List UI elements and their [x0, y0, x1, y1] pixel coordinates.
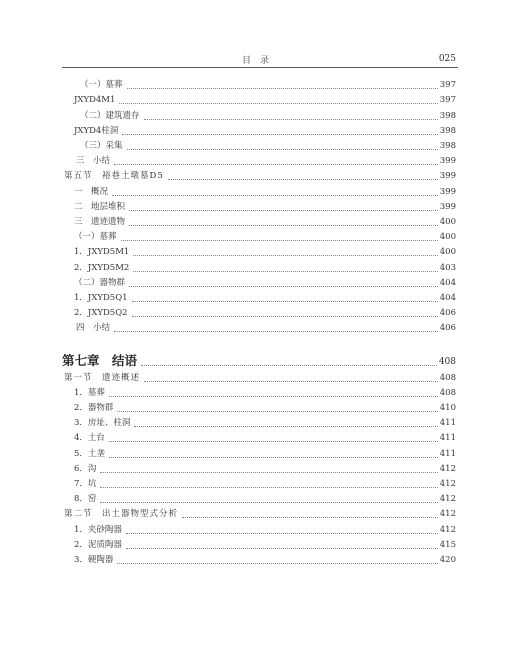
toc-entry-title: 第五节 裕巷土墩墓D5: [64, 171, 164, 182]
toc-entry: [62, 384, 456, 399]
toc-page-number: 408: [439, 387, 456, 398]
toc-entry: [62, 152, 456, 167]
toc-section: [62, 505, 456, 520]
toc-entry-title: （二）建筑遗存: [80, 110, 140, 121]
toc-dot-leader: [134, 426, 437, 427]
toc-dot-leader: [117, 563, 437, 564]
toc-page-number: 411: [439, 418, 456, 429]
toc-page-number: 415: [439, 539, 456, 550]
toc-dot-leader: [133, 271, 437, 272]
toc-page-number: 412: [439, 524, 456, 535]
toc-entry: [62, 520, 456, 535]
toc-entry-title: （二）器物群: [74, 277, 126, 288]
toc-entry-title: 6．沟: [74, 463, 97, 474]
toc-entry-title: （三）采集: [80, 140, 123, 151]
toc-page-number: 411: [439, 433, 456, 444]
toc-dot-leader: [127, 149, 438, 150]
toc-entry: [62, 319, 456, 334]
toc-page-number: 406: [439, 308, 456, 319]
page-header: [62, 50, 458, 68]
toc-dot-leader: [182, 517, 438, 518]
toc-entry: [62, 289, 456, 304]
toc-page-number: 404: [439, 277, 456, 288]
toc-entry: [62, 228, 456, 243]
toc-entry: [62, 91, 456, 106]
toc-entry: [62, 444, 456, 459]
toc-dot-leader: [133, 255, 437, 256]
toc-entry-title: JXYD4柱洞: [74, 125, 119, 136]
toc-page-number: 408: [439, 372, 456, 383]
toc-entry: [62, 122, 456, 137]
toc-entry: [62, 304, 456, 319]
toc-entry-title: 5．土垄: [74, 448, 105, 459]
toc-page-number: 412: [439, 509, 456, 520]
toc-entry-title: 一 概况: [74, 186, 109, 197]
toc-entry-title: 1．墓葬: [74, 387, 105, 398]
toc-entry-title: 1．JXYD5Q1: [74, 292, 128, 303]
toc-dot-leader: [144, 381, 438, 382]
toc-page-number: 400: [439, 247, 456, 258]
toc-page-number: 412: [439, 494, 456, 505]
toc-entry-title: 1．夹砂陶器: [74, 524, 122, 535]
toc-dot-leader: [168, 179, 438, 180]
toc-dot-leader: [117, 411, 437, 412]
toc-entry: [62, 76, 456, 91]
toc-page-number: 404: [439, 292, 456, 303]
toc-entry-title: 三 小结: [76, 156, 111, 167]
header-rule: [62, 67, 458, 68]
toc-entry-title: （一）墓葬: [74, 232, 117, 243]
toc-dot-leader: [100, 487, 437, 488]
toc-entry-title: 4．土台: [74, 433, 105, 444]
toc-section: [62, 368, 456, 383]
toc-section: [62, 167, 456, 182]
toc-entry: [62, 475, 456, 490]
toc-entry: [62, 106, 456, 121]
toc-entry: [62, 274, 456, 289]
toc-entry: [62, 137, 456, 152]
toc-page-number: 400: [439, 232, 456, 243]
toc-entry-title: 1．JXYD5M1: [74, 247, 130, 258]
toc-page-number: 411: [439, 448, 456, 459]
toc-dot-leader: [114, 164, 438, 165]
toc-entry: [62, 258, 456, 273]
header-title: 目录: [241, 56, 278, 66]
toc-dot-leader: [129, 225, 438, 226]
toc-entry: [62, 198, 456, 213]
toc-entry-title: JXYD4M1: [74, 95, 116, 106]
toc-dot-leader: [129, 210, 438, 211]
toc-page-number: 398: [439, 110, 456, 121]
toc-dot-leader: [126, 533, 438, 534]
toc-dot-leader: [100, 472, 437, 473]
toc-entry: [62, 536, 456, 551]
toc-entry: [62, 399, 456, 414]
toc-page-number: 408: [438, 357, 456, 368]
toc-entry-title: （一）墓葬: [80, 80, 123, 91]
toc-entry-title: 四 小结: [76, 323, 111, 334]
toc-entry-title: 8．窑: [74, 494, 97, 505]
toc-dot-leader: [144, 119, 438, 120]
toc-page-number: 399: [439, 186, 456, 197]
toc-dot-leader: [132, 316, 438, 317]
toc-entry: [62, 460, 456, 475]
toc-page-number: 397: [439, 80, 456, 91]
toc-entry-title: 2．JXYD5M2: [74, 262, 130, 273]
toc-dot-leader: [132, 301, 438, 302]
toc-dot-leader: [121, 240, 438, 241]
toc-page-number: 399: [439, 171, 456, 182]
toc-entry-title: 2．JXYD5Q2: [74, 308, 128, 319]
toc-page-number: 398: [439, 140, 456, 151]
toc-entry-title: 三 遗迹遗物: [74, 216, 126, 227]
toc-entry-title: 第七章 结语: [62, 353, 138, 369]
toc-entry-title: 2．器物群: [74, 402, 114, 413]
toc-dot-leader: [109, 396, 438, 397]
toc-entry: [62, 551, 456, 566]
toc-dot-leader: [126, 548, 438, 549]
toc-dot-leader: [114, 331, 438, 332]
toc-page-number: 400: [439, 216, 456, 227]
toc-entry: [62, 243, 456, 258]
toc-entry: [62, 414, 456, 429]
toc-entry: [62, 429, 456, 444]
toc-entry-title: 7．坑: [74, 478, 97, 489]
toc-dot-leader: [112, 195, 438, 196]
header-page-number: 025: [438, 54, 456, 64]
toc-entry-title: 3．硬陶器: [74, 554, 114, 565]
toc-entry: [62, 213, 456, 228]
toc-dot-leader: [100, 502, 437, 503]
toc-entry-title: 二 地层堆积: [74, 201, 126, 212]
toc-entry-title: 2．泥质陶器: [74, 539, 122, 550]
toc-page-number: 410: [439, 402, 456, 413]
toc-chapter: [62, 348, 456, 368]
toc-entry-title: 第一节 遗迹概述: [64, 372, 141, 383]
toc-page-number: 412: [439, 478, 456, 489]
toc-page-number: 403: [439, 262, 456, 273]
toc-entry-title: 3．房址、柱洞: [74, 418, 131, 429]
toc-page-number: 420: [439, 554, 456, 565]
toc-page-number: 412: [439, 463, 456, 474]
toc-page-number: 398: [439, 125, 456, 136]
toc-page-number: 399: [439, 156, 456, 167]
toc-page-number: 399: [439, 201, 456, 212]
toc-dot-leader: [127, 88, 438, 89]
toc-dot-leader: [129, 286, 438, 287]
toc-dot-leader: [109, 441, 438, 442]
toc-dot-leader: [109, 457, 438, 458]
toc-page-number: 406: [439, 323, 456, 334]
toc-dot-leader: [119, 103, 437, 104]
toc-entry-title: 第二节 出土器物型式分析: [64, 509, 179, 520]
toc-dot-leader: [141, 365, 437, 366]
toc-entry: [62, 490, 456, 505]
toc-page-number: 397: [439, 95, 456, 106]
toc-entry: [62, 182, 456, 197]
toc-dot-leader: [122, 134, 437, 135]
